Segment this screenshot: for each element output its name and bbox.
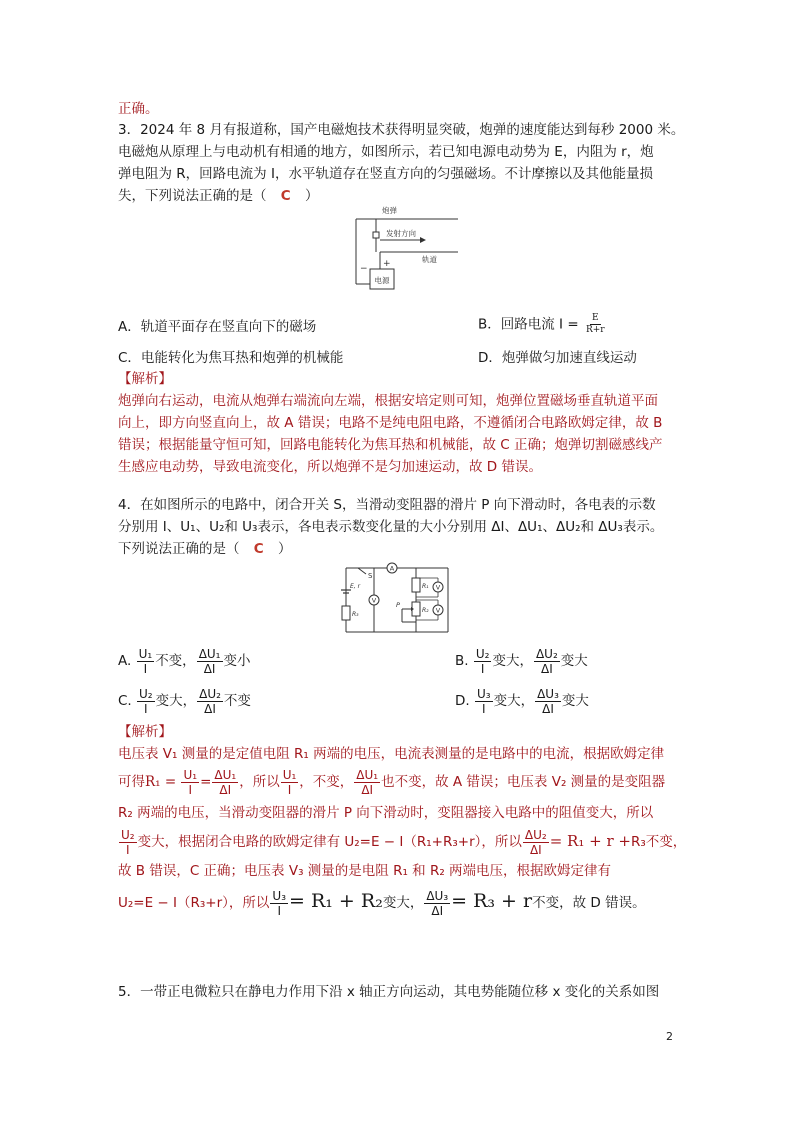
q3-option-b-text: B．回路电流 I = <box>478 316 579 333</box>
fraction-numerator: ΔU₁ <box>198 646 221 661</box>
q4-analysis-line: R₂ 两端的电压，当滑动变阻器的滑片 P 向下滑动时，变阻器接入电路中的阻值变大，所以 <box>118 805 654 821</box>
option-text: 不变 <box>223 693 251 709</box>
page-number: 2 <box>666 1030 673 1043</box>
fraction-denominator: ΔI <box>204 701 216 716</box>
direction-arrowhead <box>420 237 426 243</box>
analysis-fraction <box>181 769 199 796</box>
q4-option-a <box>118 646 251 676</box>
option-text: 变大， <box>492 653 533 669</box>
analysis-text: 也不变，故 A 错误；电压表 V₂ 测量的是变阻器 <box>381 774 666 790</box>
fraction-numerator: U₂ <box>139 686 153 701</box>
fraction-denominator: I <box>277 903 281 918</box>
q3-line-2: 电磁炮从原理上与电动机有相通的地方，如图所示，若已知电源电动势为 E，内阻为 r，炮 <box>118 144 654 160</box>
option-fraction <box>197 688 223 715</box>
q3-line-4 <box>118 186 319 206</box>
option-text: 变大， <box>493 693 535 709</box>
resistor-r1 <box>412 578 420 592</box>
fraction-denominator: ΔI <box>219 782 232 797</box>
prev-answer-tail: 正确。 <box>118 101 159 117</box>
option-text: 变小 <box>223 653 251 669</box>
direction-label: 发射方向 <box>386 229 416 238</box>
analysis-text: 变大， <box>382 895 424 911</box>
analysis-fraction <box>281 769 299 796</box>
fraction-numerator: U₂ <box>121 827 135 842</box>
q3-option-d: D．炮弹做匀加速直线运动 <box>478 350 637 366</box>
fraction-denominator: ΔI <box>542 701 554 716</box>
q4-option-d <box>455 686 589 716</box>
fraction-numerator: U₁ <box>183 767 198 782</box>
analysis-formula: = R₃ + r <box>451 890 533 912</box>
battery-label: E, r <box>350 583 361 590</box>
fraction-numerator: ΔU₃ <box>426 888 449 903</box>
switch-label: S <box>368 572 373 580</box>
analysis-fraction <box>523 829 549 856</box>
q4-answer: C <box>253 541 264 557</box>
analysis-fraction <box>354 769 380 796</box>
q3-prompt: 失，下列说法正确的是（ <box>118 188 267 204</box>
option-fraction <box>475 688 493 715</box>
fraction-numerator: E <box>591 313 599 323</box>
fraction-denominator: I <box>287 782 292 797</box>
voltmeter-v1-label: V <box>435 583 441 592</box>
option-fraction <box>474 648 492 675</box>
q4-line-3 <box>118 539 292 559</box>
option-text: 不变， <box>155 653 196 669</box>
q4-analysis-line <box>118 766 665 798</box>
analysis-formula: = R₁ + r + <box>549 832 631 850</box>
r1-label: R₁ <box>422 583 429 590</box>
voltmeter-v3-label: V <box>371 596 377 605</box>
q4-analysis-title: 【解析】 <box>118 724 172 740</box>
rail-label: 轨道 <box>422 255 437 264</box>
q3-analysis-line: 向上，即方向竖直向上，故 A 错误；电路不是纯电阻电路，不遵循闭合电路欧姆定律，故 B <box>118 415 663 431</box>
r2-label: R₂ <box>422 607 429 614</box>
fraction-denominator: I <box>144 701 148 716</box>
ammeter-label: A <box>389 564 395 573</box>
option-text: 变大， <box>155 693 197 709</box>
analysis-fraction <box>270 890 288 917</box>
railgun-figure <box>340 204 460 300</box>
fraction-numerator: U₂ <box>475 646 490 661</box>
option-label: D. <box>455 693 470 709</box>
option-fraction <box>137 648 155 675</box>
analysis-text: 不变，故 D 错误。 <box>532 895 646 911</box>
slider-label: P <box>396 601 400 609</box>
q3-line-3: 弹电阻为 R，回路电流为 I，水平轨道存在竖直方向的匀强磁场。不计摩擦以及其他能量损 <box>118 166 653 182</box>
resistor-r3 <box>342 606 350 620</box>
option-label: A. <box>118 653 132 669</box>
fraction-numerator: U₃ <box>272 888 287 903</box>
q4-option-b <box>455 646 588 676</box>
analysis-formula: = R₁ + R₂ <box>289 890 383 912</box>
q4-analysis-line <box>118 884 646 920</box>
q3-option-c: C．电能转化为焦耳热和炮弹的机械能 <box>118 350 344 366</box>
fraction-numerator: ΔU₂ <box>535 646 558 661</box>
q5-line-1: 5．一带正电微粒只在静电力作用下沿 x 轴正方向运动，其电势能随位移 x 变化的关系如图 <box>118 984 660 1000</box>
analysis-fraction <box>424 890 450 917</box>
analysis-text: = <box>200 774 212 790</box>
analysis-text: 变大，根据闭合电路的欧姆定律有 U₂=E − I（R₁+R₃+r），所以 <box>137 834 522 850</box>
fraction-denominator: I <box>188 782 193 797</box>
fraction-denominator: I <box>143 661 148 676</box>
q3-answer: C <box>280 188 291 204</box>
fraction-denominator: ΔI <box>529 842 542 857</box>
q4-prompt: 下列说法正确的是（ <box>118 541 240 557</box>
q3-analysis-title: 【解析】 <box>118 371 172 387</box>
fraction-denominator: I <box>482 701 486 716</box>
q3-option-b-fraction <box>584 314 607 335</box>
fraction-denominator: R+r <box>585 325 605 335</box>
analysis-text: ，所以 <box>239 774 280 790</box>
fraction-numerator: U₃ <box>476 686 491 701</box>
fraction-denominator: ΔI <box>203 661 216 676</box>
fraction-numerator: ΔU₂ <box>199 686 221 701</box>
option-label: B. <box>455 653 469 669</box>
fraction-denominator: ΔI <box>431 903 444 918</box>
q4-analysis-line <box>118 825 686 858</box>
fraction-numerator: U₁ <box>282 767 297 782</box>
q3-option-a: A．轨道平面存在竖直向下的磁场 <box>118 319 317 335</box>
q3-analysis-line: 生感应电动势，导致电流变化，所以炮弹不是匀加速运动，故 D 错误。 <box>118 459 542 475</box>
voltmeter-v2-label: V <box>435 606 441 615</box>
fraction-numerator: ΔU₂ <box>524 827 547 842</box>
q3-analysis-line: 炮弹向右运动，电流从炮弹右端流向左端，根据安培定则可知，炮弹位置磁场垂直轨道平面 <box>118 393 658 409</box>
power-source-label: 电源 <box>374 276 390 285</box>
fraction-numerator: ΔU₁ <box>214 767 237 782</box>
analysis-formula: R₁ = <box>145 774 177 790</box>
q4-line-2: 分别用 I、U₁、U₂和 U₃表示，各电表示数变化量的大小分别用 ΔI、ΔU₁、ΔU₂和 ΔU₃表示。 <box>118 519 664 535</box>
projectile <box>373 232 379 238</box>
option-fraction <box>535 688 561 715</box>
analysis-text: ，不变， <box>299 774 354 790</box>
option-label: C. <box>118 693 132 709</box>
q4-option-c <box>118 686 251 716</box>
q3-line-1: 3．2024 年 8 月有报道称，国产电磁炮技术获得明显突破，炮弹的速度能达到每秒 2000 米。 <box>118 122 685 138</box>
fraction-numerator: ΔU₃ <box>537 686 559 701</box>
option-text: 变大 <box>561 693 589 709</box>
switch-icon <box>358 568 366 574</box>
fraction-denominator: I <box>126 842 130 857</box>
analysis-text: R₃不变， <box>630 834 687 850</box>
option-fraction <box>137 688 155 715</box>
fraction-numerator: ΔU₁ <box>356 767 379 782</box>
fraction-numerator: U₁ <box>138 646 153 661</box>
fraction-denominator: ΔI <box>361 782 374 797</box>
q4-analysis-line: 电压表 V₁ 测量的是定值电阻 R₁ 两端的电压，电流表测量的是电路中的电流，根据欧姆定律 <box>118 746 665 762</box>
circuit-figure <box>336 560 456 640</box>
plus-sign: + <box>383 259 391 269</box>
analysis-text: 可得 <box>118 774 145 790</box>
analysis-text: U₂=E − I（R₃+r），所以 <box>118 895 270 911</box>
q3-analysis-line: 错误；根据能量守恒可知，回路电能转化为焦耳热和机械能，故 C 正确；炮弹切割磁感线产 <box>118 437 663 453</box>
q4-line-1: 4．在如图所示的电路中，闭合开关 S，当滑动变阻器的滑片 P 向下滑动时，各电表的示数 <box>118 497 656 513</box>
fraction-denominator: ΔI <box>540 661 553 676</box>
q4-analysis-line: 故 B 错误，C 正确；电压表 V₃ 测量的是电阻 R₁ 和 R₂ 两端电压，根据欧姆定律有 <box>118 863 612 879</box>
r3-label: R₃ <box>352 611 359 618</box>
option-text: 变大 <box>560 653 588 669</box>
option-fraction <box>534 648 560 675</box>
option-fraction <box>197 648 223 675</box>
analysis-fraction <box>119 829 137 856</box>
q4-close: ） <box>278 541 292 557</box>
analysis-fraction <box>212 769 238 796</box>
fraction-denominator: I <box>480 661 485 676</box>
q3-option-b <box>478 314 608 335</box>
minus-sign: − <box>360 264 368 274</box>
q3-close: ） <box>305 188 319 204</box>
projectile-label: 炮弹 <box>382 206 397 215</box>
